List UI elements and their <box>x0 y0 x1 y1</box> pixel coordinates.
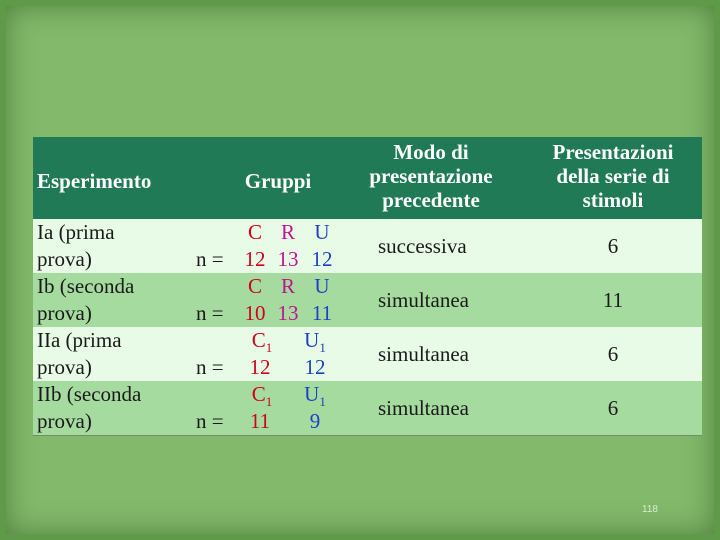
presentazioni-cell: 11 <box>602 288 624 312</box>
esperimento-cell <box>37 273 197 327</box>
esperimento-cell <box>37 219 197 273</box>
table-row <box>33 381 702 436</box>
header-modo <box>351 140 511 212</box>
header-pres-line1: Presentazioni <box>552 140 674 164</box>
header-pres-line2: della serie di <box>556 164 670 188</box>
esperimento-cell <box>37 381 197 435</box>
group-letter: U <box>304 328 320 352</box>
esperimento-line2: prova) <box>37 301 92 325</box>
esperimento-line2: prova) <box>37 247 92 271</box>
group-label-r: R <box>280 274 295 298</box>
header-gruppi: Gruppi <box>244 169 312 193</box>
group-letter: C <box>251 382 266 406</box>
group-n-c1: 12 <box>249 355 271 379</box>
group-n-r: 13 <box>277 247 299 271</box>
group-label-u: U <box>314 274 330 298</box>
group-label-r: R <box>280 220 295 244</box>
group-letter: U <box>304 382 320 406</box>
header-modo-line2: presentazione <box>369 164 493 188</box>
group-subscript: 1 <box>265 340 273 356</box>
presentazioni-cell: 6 <box>607 234 619 258</box>
group-label-u: U <box>314 220 330 244</box>
group-n-u: 12 <box>311 247 333 271</box>
group-subscript: 1 <box>265 394 273 410</box>
esperimento-line2: prova) <box>37 355 92 379</box>
group-label-c: C <box>247 274 262 298</box>
modo-cell: successiva <box>378 234 467 258</box>
header-esperimento: Esperimento <box>37 169 152 193</box>
n-label: n = <box>196 409 224 433</box>
group-n-u1: 12 <box>304 355 326 379</box>
esperimento-cell <box>37 327 197 381</box>
modo-cell: simultanea <box>378 288 469 312</box>
group-n-u1: 9 <box>309 409 321 433</box>
esperimento-line1: IIb (seconda <box>37 382 142 406</box>
page-number: 118 <box>642 504 658 515</box>
group-subscript: 1 <box>319 340 326 356</box>
header-pres-line3: stimoli <box>582 188 644 212</box>
presentazioni-cell: 6 <box>607 396 619 420</box>
header-modo-line3: precedente <box>382 188 480 212</box>
presentazioni-cell: 6 <box>607 342 619 366</box>
group-n-c: 10 <box>244 301 266 325</box>
modo-cell: simultanea <box>378 396 469 420</box>
group-letter: C <box>251 328 266 352</box>
group-n-c: 12 <box>244 247 266 271</box>
group-n-u: 11 <box>311 301 333 325</box>
group-n-c1: 11 <box>249 409 271 433</box>
table-row <box>33 219 702 273</box>
group-label-c: C <box>247 220 262 244</box>
esperimento-line1: Ia (prima <box>37 220 115 244</box>
modo-cell: simultanea <box>378 342 469 366</box>
header-modo-line1: Modo di <box>393 140 469 164</box>
table-row <box>33 327 702 381</box>
esperimento-line1: IIa (prima <box>37 328 122 352</box>
experiment-table <box>33 137 702 436</box>
n-label: n = <box>196 247 224 271</box>
esperimento-line2: prova) <box>37 409 92 433</box>
table-row <box>33 273 702 327</box>
group-n-r: 13 <box>277 301 299 325</box>
n-label: n = <box>196 355 224 379</box>
esperimento-line1: Ib (seconda <box>37 274 135 298</box>
group-subscript: 1 <box>319 394 326 410</box>
n-label: n = <box>196 301 224 325</box>
header-presentazioni <box>533 140 693 212</box>
table-header <box>33 137 702 219</box>
